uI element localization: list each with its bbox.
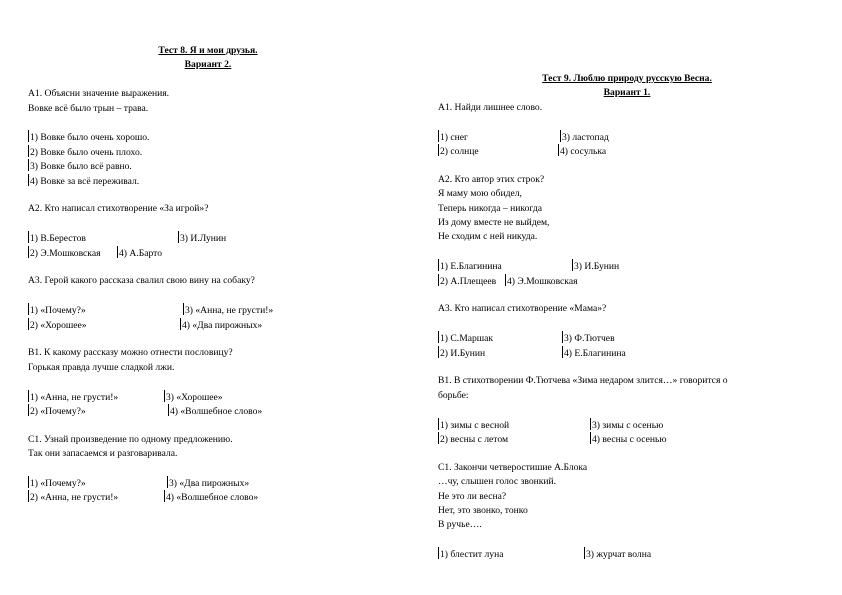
answer-box[interactable] xyxy=(438,331,439,343)
answer-box[interactable] xyxy=(438,130,439,142)
question-b1-text: В1. К какому рассказу можно отнести пословицу? xyxy=(28,347,233,359)
answer-box[interactable] xyxy=(438,432,439,444)
question-a1-phrase: Вовке всё было трын – трава. xyxy=(28,102,149,114)
answer-option: 1) Вовке было очень хорошо. xyxy=(30,132,150,144)
question-a2-text: А2. Кто автор этих строк? xyxy=(438,173,545,185)
answer-option: 4) Е.Благинина xyxy=(564,347,626,359)
answer-option: 2) Э.Мошковская xyxy=(30,247,101,259)
question-b1-text-cont: борьбе: xyxy=(438,389,469,401)
question-a3-text: А3. Кто написал стихотворение «Мама»? xyxy=(438,303,607,315)
answer-box[interactable] xyxy=(562,346,563,358)
test-9-title: Тест 9. Люблю природу русскую Весна. xyxy=(542,73,712,84)
test-8-title: Тест 8. Я и мои друзья. xyxy=(158,45,258,56)
answer-option: 3) И.Бунин xyxy=(574,261,620,273)
question-c1-text: С1. Закончи четверостишие А.Блока xyxy=(438,461,588,473)
answer-option: 3) «Два пирожных» xyxy=(169,477,250,489)
answer-option: 1) зимы с весной xyxy=(440,419,510,431)
answer-option: 1) С.Маршак xyxy=(440,333,494,345)
question-c1-sentence: Так они запасаемся и разговаривала. xyxy=(28,448,178,460)
answer-option: 3) журчат волна xyxy=(586,549,652,561)
question-a1-text: А1. Найди лишнее слово. xyxy=(438,101,543,113)
answer-box[interactable] xyxy=(28,174,29,186)
answer-option: 3) И.Лунин xyxy=(180,233,227,245)
answer-box[interactable] xyxy=(584,547,585,559)
answer-box[interactable] xyxy=(438,274,439,286)
answer-box[interactable] xyxy=(164,490,165,502)
answer-box[interactable] xyxy=(168,404,169,416)
answer-box[interactable] xyxy=(438,144,439,156)
question-b1-proverb: Горькая правда лучше сладкой лжи. xyxy=(28,361,175,373)
answer-option: 1) «Анна, не грусти!» xyxy=(30,391,119,403)
poem-line: Я маму мою обидел, xyxy=(438,188,522,200)
poem-line: Не сходим с ней никуда. xyxy=(438,231,538,243)
question-a1-text: А1. Объясни значение выражения. xyxy=(28,88,170,100)
answer-option: 1) В.Берестов xyxy=(30,233,86,245)
answer-box[interactable] xyxy=(28,145,29,157)
answer-option: 2) солнце xyxy=(440,146,479,157)
answer-option: 3) зимы с осенью xyxy=(592,419,664,431)
answer-option: 2) А.Плещеев xyxy=(440,275,497,287)
answer-box[interactable] xyxy=(28,404,29,416)
question-a3-text: А3. Герой какого рассказа свалил свою вину на собаку? xyxy=(28,275,255,287)
answer-option: 4) «Волшебное слово» xyxy=(166,492,259,504)
answer-option: 4) «Волшебное слово» xyxy=(170,405,263,417)
poem-line: Не это ли весна? xyxy=(438,490,507,502)
answer-box[interactable] xyxy=(178,231,179,243)
test-9-column xyxy=(438,72,816,562)
poem-line: Нет, это звонко, тонко xyxy=(438,504,528,516)
answer-option: 4) сосулька xyxy=(560,146,607,157)
answer-box[interactable] xyxy=(438,418,439,430)
answer-box[interactable] xyxy=(28,159,29,171)
answer-box[interactable] xyxy=(28,246,29,258)
answer-option: 1) блестит луна xyxy=(440,549,504,561)
question-c1-text: С1. Узнай произведение по одному предложению. xyxy=(28,433,233,445)
answer-option: 2) «Анна, не грусти!» xyxy=(30,492,119,504)
answer-option: 2) И.Бунин xyxy=(440,347,486,359)
answer-box[interactable] xyxy=(167,476,168,488)
test-9-variant: Вариант 1. xyxy=(603,87,651,99)
question-b1-text: В1. В стихотворении Ф.Тютчева «Зима недаром злится…» говорится о xyxy=(438,375,728,387)
poem-line: …чу, слышен голос звонкий. xyxy=(438,476,557,488)
answer-box[interactable] xyxy=(183,303,184,315)
answer-option: 2) Вовке было очень плохо. xyxy=(30,146,143,158)
answer-option: 1) Е.Благинина xyxy=(440,261,502,273)
answer-option: 2) «Хорошее» xyxy=(30,319,87,331)
question-a2-text: А2. Кто написал стихотворение «За игрой»? xyxy=(28,203,209,215)
answer-option: 2) весны с летом xyxy=(440,433,509,445)
answer-box[interactable] xyxy=(505,274,506,286)
answer-option: 2) «Почему?» xyxy=(30,405,86,417)
answer-option: 1) «Почему?» xyxy=(30,305,86,317)
test-8-variant: Вариант 2. xyxy=(184,59,232,71)
answer-box[interactable] xyxy=(28,303,29,315)
answer-option: 3) Вовке было всё равно. xyxy=(30,161,132,173)
answer-option: 4) Вовке за всё переживал. xyxy=(30,175,140,187)
answer-box[interactable] xyxy=(438,346,439,358)
answer-box[interactable] xyxy=(560,130,561,142)
answer-box[interactable] xyxy=(558,144,559,156)
answer-box[interactable] xyxy=(438,547,439,559)
answer-option: 4) А.Барто xyxy=(119,247,163,259)
test-8-column xyxy=(28,44,388,505)
poem-line: Из дому вместе не выйдем, xyxy=(438,217,550,228)
answer-box[interactable] xyxy=(590,432,591,444)
answer-box[interactable] xyxy=(438,259,439,271)
answer-box[interactable] xyxy=(28,130,29,142)
answer-box[interactable] xyxy=(164,390,165,402)
poem-line: В ручье…. xyxy=(438,519,482,531)
answer-option: 3) «Хорошее» xyxy=(166,391,223,403)
answer-box[interactable] xyxy=(590,418,591,430)
answer-box[interactable] xyxy=(28,231,29,243)
poem-line: Теперь никогда – никогда xyxy=(438,202,542,214)
answer-box[interactable] xyxy=(28,318,29,330)
answer-box[interactable] xyxy=(117,246,118,258)
answer-box[interactable] xyxy=(28,490,29,502)
answer-option: 3) ластопад xyxy=(562,131,609,143)
answer-option: 4) весны с осенью xyxy=(592,433,667,445)
answer-box[interactable] xyxy=(180,318,181,330)
answer-option: 3) Ф.Тютчев xyxy=(564,333,615,345)
answer-box[interactable] xyxy=(562,331,563,343)
answer-option: 1) «Почему?» xyxy=(30,477,86,489)
answer-box[interactable] xyxy=(28,476,29,488)
answer-option: 3) «Анна, не грусти!» xyxy=(185,305,274,317)
answer-box[interactable] xyxy=(572,259,573,271)
answer-option: 4) «Два пирожных» xyxy=(182,319,263,331)
answer-option: 4) Э.Мошковская xyxy=(507,275,578,287)
answer-box[interactable] xyxy=(28,390,29,402)
answer-option: 1) снег xyxy=(440,131,468,143)
